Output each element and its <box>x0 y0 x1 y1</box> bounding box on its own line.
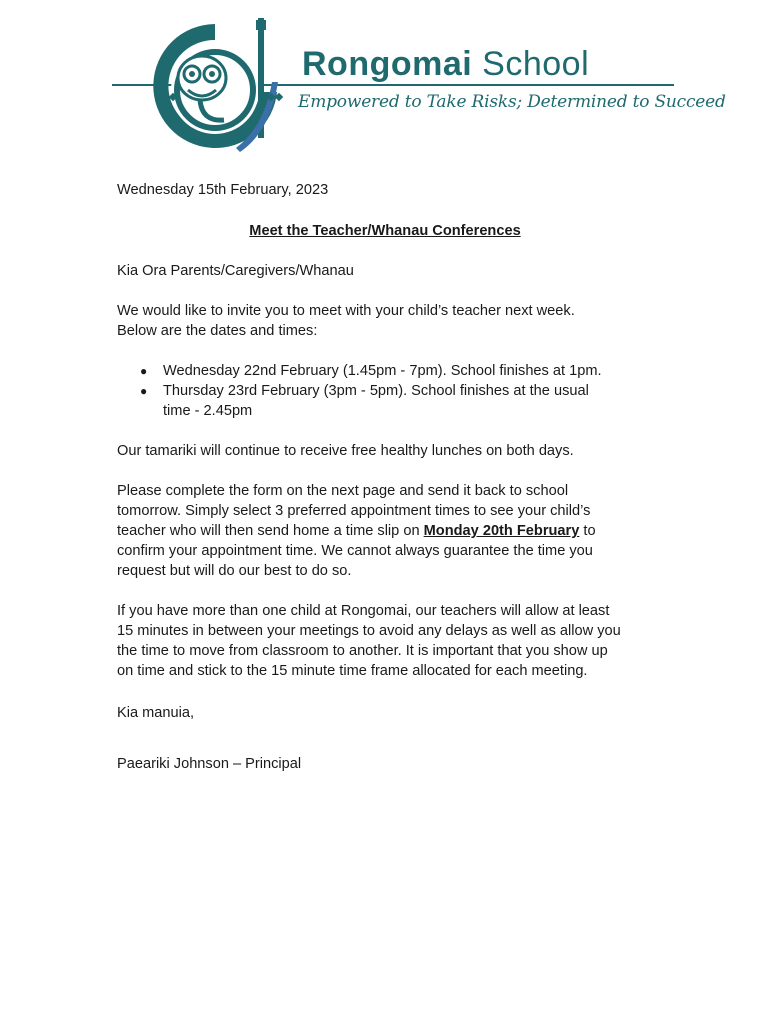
siblings-line-3: the time to move from classroom to another. It is important that you show up <box>117 643 608 659</box>
intro-paragraph <box>117 301 575 341</box>
highlighted-date: Monday 20th February <box>423 523 580 539</box>
school-logo <box>140 12 290 162</box>
form-line-3 <box>117 521 596 541</box>
form-line-1: Please complete the form on the next page and send it back to school <box>117 483 569 499</box>
intro-line-2: Below are the dates and times: <box>117 323 318 339</box>
letter-date: Wednesday 15th February, 2023 <box>117 182 329 198</box>
school-name-bold: Rongomai <box>302 45 473 83</box>
letter-title: Meet the Teacher/Whanau Conferences <box>249 223 521 239</box>
school-name <box>302 46 589 82</box>
bullet-icon: ● <box>140 384 148 398</box>
dates-list <box>137 361 602 421</box>
school-motto: Empowered to Take Risks; Determined to Succeed <box>298 92 726 112</box>
greeting: Kia Ora Parents/Caregivers/Whanau <box>117 263 354 279</box>
lunch-paragraph: Our tamariki will continue to receive free healthy lunches on both days. <box>117 443 574 459</box>
siblings-line-1: If you have more than one child at Rongomai, our teachers will allow at least <box>117 603 610 619</box>
form-paragraph <box>117 481 596 581</box>
principal-signature: Paeariki Johnson – Principal <box>117 756 302 772</box>
bullet-icon: ● <box>140 364 148 378</box>
form-line-3-pre: teacher who will then send home a time slip on <box>117 523 424 539</box>
signoff: Kia manuia, <box>117 705 195 721</box>
siblings-line-2: 15 minutes in between your meetings to avoid any delays as well as allow you <box>117 623 621 639</box>
list-item <box>137 361 602 381</box>
form-line-3-post: to <box>579 523 596 539</box>
siblings-paragraph <box>117 601 621 681</box>
form-line-2: tomorrow. Simply select 3 preferred appointment times to see your child’s <box>117 503 591 519</box>
form-line-5: request but will do our best to do so. <box>117 563 352 579</box>
siblings-line-4: on time and stick to the 15 minute time frame allocated for each meeting. <box>117 663 588 679</box>
list-item-line-1: Wednesday 22nd February (1.45pm - 7pm). School finishes at 1pm. <box>163 363 602 379</box>
letterhead <box>112 8 726 168</box>
list-item <box>137 381 602 421</box>
form-line-4: confirm your appointment time. We cannot always guarantee the time you <box>117 543 593 559</box>
intro-line-1: We would like to invite you to meet with your child’s teacher next week. <box>117 303 575 319</box>
list-item-line-2: time - 2.45pm <box>163 403 253 419</box>
list-item-line-1: Thursday 23rd February (3pm - 5pm). School finishes at the usual <box>163 383 589 399</box>
school-name-regular: School <box>472 45 590 83</box>
